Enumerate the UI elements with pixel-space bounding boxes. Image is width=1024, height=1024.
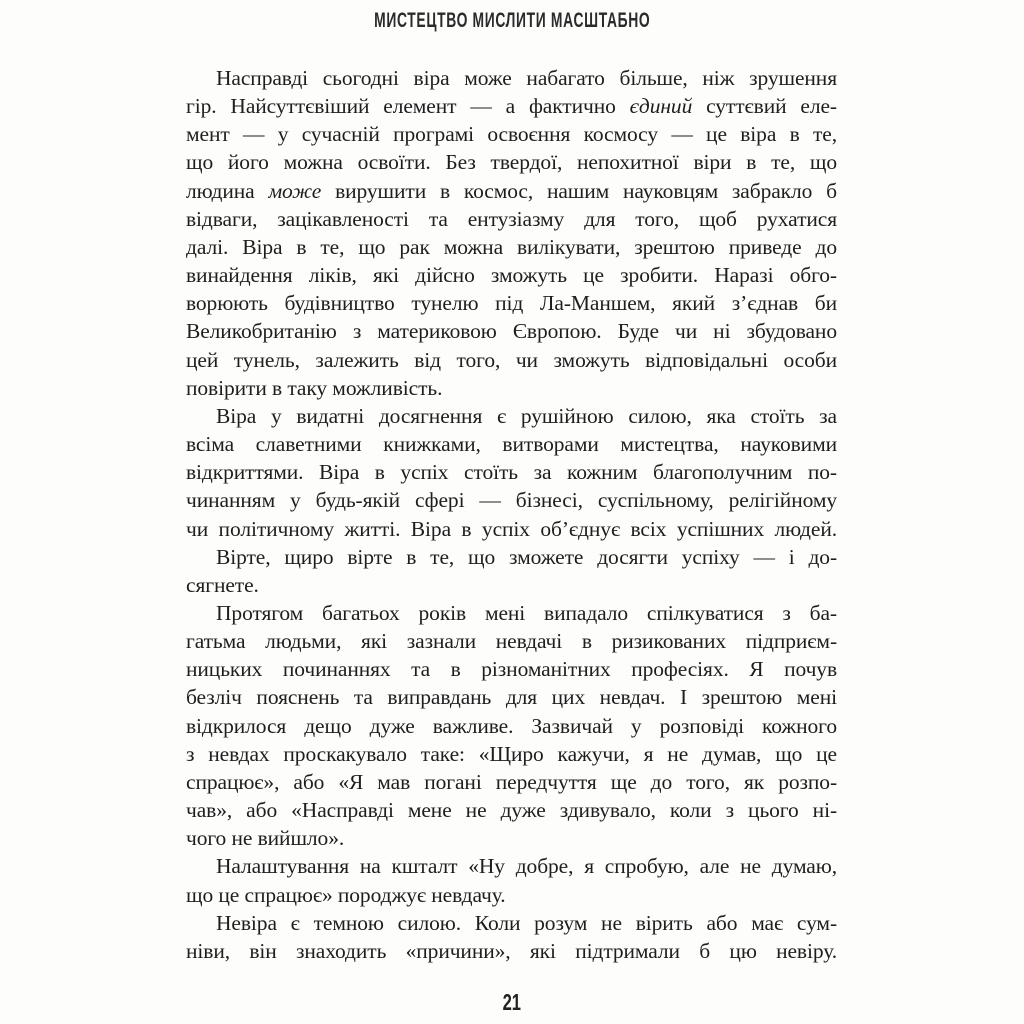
text-segment: Вірте, щиро вірте в те, що зможете досягти успіху — і до- [216,544,837,569]
text-line [186,683,837,711]
text-segment: далі. Віра в те, що рак можна вилікувати, зрештою приведе до [186,234,837,259]
text-segment: гатьма людьми, які зазнали невдачі в ризикованих підприєм- [186,629,837,654]
text-segment: відкрилося дещо дуже важливе. Зазвичай у розповіді кожного [186,713,837,738]
text-line [186,824,837,852]
text-line [186,374,837,402]
text-segment: що це спрацює» породжує невдачу. [186,882,506,907]
text-line [186,64,837,92]
text-line [186,599,837,627]
text-line [186,205,837,233]
text-segment: цей тунель, залежить від того, чи зможуть відповідальні особи [186,347,837,372]
page-body-text [186,64,837,965]
text-line [186,233,837,261]
text-segment: ворюють будівництво тунелю під Ла-Маншем, який з’єднав би [186,291,837,316]
text-segment: Віра у видатні досягнення є рушійною силою, яка стоїть за [216,403,837,428]
text-segment: всіма славетними книжками, витворами мистецтва, науковими [186,432,837,457]
text-segment: чи політичному житті. Віра в успіх об’єднує всіх успішних людей. [186,516,837,541]
text-segment: вирушити в космос, нашим науковцям забракло б [321,178,837,203]
emphasized-text: єдиний [629,94,693,119]
text-segment: винайдення ліків, які дійсно зможуть це зробити. Наразі обго- [186,263,837,288]
text-segment: Великобританію з материковою Європою. Буде чи ні збудовано [186,319,837,344]
text-line [186,515,837,543]
text-segment: Налаштування на кшталт «Ну добре, я спробую, але не думаю, [216,854,837,879]
text-segment: сягнете. [186,572,259,597]
text-line [186,937,837,965]
text-segment: чого не вийшло». [186,826,345,851]
text-line [186,627,837,655]
text-segment: Протягом багатьох років мені випадало спілкуватися з ба- [216,600,837,625]
text-segment: чав», або «Насправді мене не дуже здивувало, коли з цього ні- [186,798,837,823]
running-header [0,9,1024,33]
text-line [186,289,837,317]
text-line [186,486,837,514]
text-line [186,346,837,374]
text-line [186,881,837,909]
text-segment: з невдах проскакувало таке: «Щиро кажучи, я не думав, що це [186,741,837,766]
text-segment: повірити в таку можливість. [186,375,443,400]
text-line [186,92,837,120]
text-segment: спрацює», або «Я мав погані передчуття ще до того, як розпо- [186,769,837,794]
text-line [186,430,837,458]
running-header-title: МИСТЕЦТВО МИСЛИТИ МАСШТАБНО [373,9,651,32]
text-line [186,458,837,486]
text-line [186,768,837,796]
emphasized-text: може [268,178,322,203]
text-line [186,712,837,740]
text-line [186,796,837,824]
text-line [186,543,837,571]
text-segment: Насправді сьогодні віра може набагато більше, ніж зрушення [216,66,837,90]
text-line [186,571,837,599]
text-line [186,740,837,768]
text-segment: чинанням у будь-якій сфері — бізнесі, суспільному, релігійному [186,488,837,513]
text-line [186,148,837,176]
text-line [186,402,837,430]
text-line [186,852,837,880]
text-segment: гір. Найсуттєвіший елемент — а фактично [186,94,630,119]
text-segment: відкриттями. Віра в успіх стоїть за кожним благополучним по- [186,460,837,485]
text-line [186,655,837,683]
text-segment: мент — у сучасній програмі освоєння космосу — це віра в те, [186,122,837,147]
text-segment: безліч пояснень та виправдань для цих невдач. І зрештою мені [186,685,837,710]
text-line [186,261,837,289]
text-segment: що його можна освоїти. Без твердої, непохитної віри в те, що [186,150,837,175]
text-segment: Невіра є темною силою. Коли розум не вірить або має сум- [216,910,837,935]
text-segment: людина [186,178,269,203]
page-number [0,989,1024,1016]
text-line [186,120,837,148]
text-segment: відваги, зацікавленості та ентузіазму для того, щоб рухатися [186,206,837,231]
text-line [186,177,837,205]
text-line [186,909,837,937]
text-segment: суттєвий еле- [692,94,837,119]
text-segment: ніви, він знаходить «причини», які підтримали б цю невіру. [186,938,837,963]
page-number-value: 21 [502,989,522,1015]
text-line [186,317,837,345]
text-segment: ницьких починаннях та в різноманітних професіях. Я почув [186,657,837,682]
